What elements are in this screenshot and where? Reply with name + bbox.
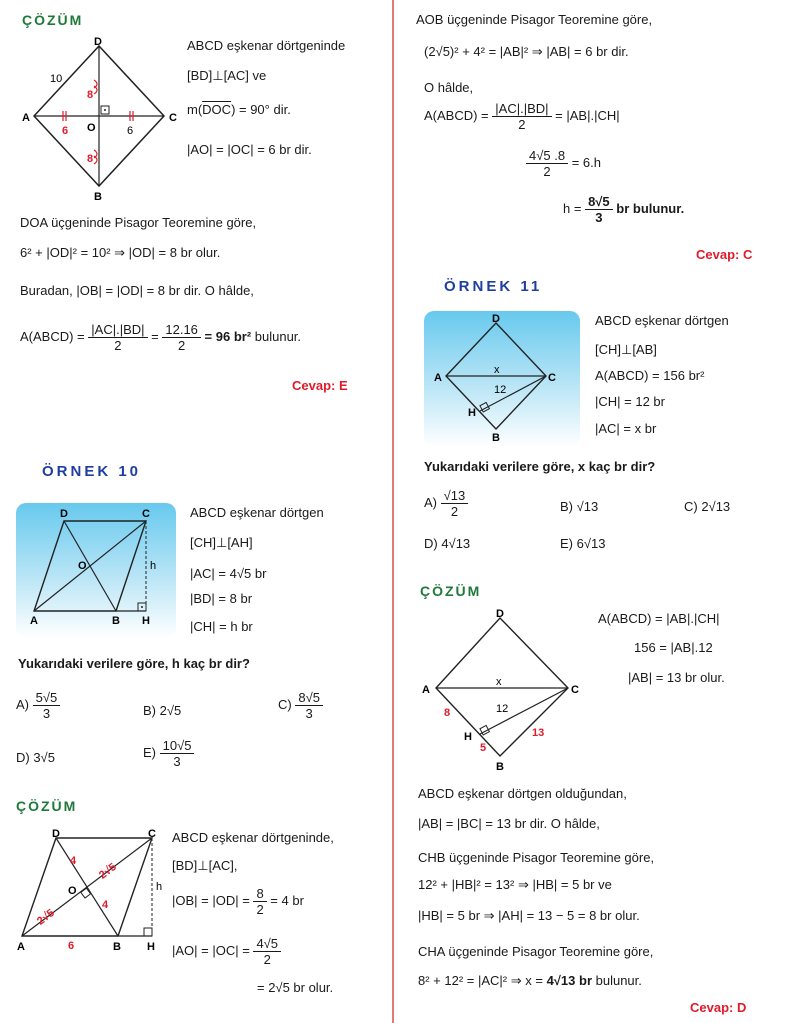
- sol11-text-6: CHA üçgeninde Pisagor Teoremine göre,: [418, 944, 654, 959]
- fig5-bc: 13: [532, 727, 545, 739]
- sol11-formula-3: |AB| = 13 br olur.: [628, 670, 725, 685]
- ornek11-question: Yukarıdaki verilere göre, x kaç br dir?: [424, 459, 656, 474]
- fig1-ao: 6: [62, 125, 69, 137]
- rhombus-figure-1: [14, 36, 184, 202]
- sol11-answer: Cevap: D: [690, 1000, 747, 1015]
- ornek10-given-3: |AC| = 4√5 br: [190, 566, 267, 581]
- fig4-label-d: D: [492, 313, 500, 325]
- fig1-label-c: C: [169, 112, 177, 124]
- sol10-answer: Cevap: C: [696, 247, 753, 262]
- sol1-text-7: Buradan, |OB| = |OD| = 8 br dir. O hâlde,: [20, 283, 254, 298]
- sol10-cont-area: A(ABCD) = $\frac{|AC|.|BD|}{2}$ = |AB|.|CH|: [424, 101, 620, 132]
- fig3-label-h: H: [147, 941, 155, 953]
- fig5-label-c: C: [571, 684, 579, 696]
- ornek10-given-4: |BD| = 8 br: [190, 591, 253, 606]
- fig2-label-b: B: [112, 615, 120, 627]
- fig3-label-a: A: [17, 941, 25, 953]
- fig2-label-h: H: [142, 615, 150, 627]
- ornek11-given-4: |CH| = 12 br: [595, 394, 665, 409]
- fig1-label-d: D: [94, 36, 102, 48]
- fig4-label-c: C: [548, 372, 556, 384]
- fig3-ob: 4: [102, 899, 109, 911]
- sol1-answer: Cevap: E: [292, 378, 348, 393]
- fig1-label-b: B: [94, 191, 102, 202]
- sol1-text-3: $m(\overline{DOC}) = 90^\circ$ dir.: [187, 102, 291, 117]
- ornek10-question: Yukarıdaki verilere göre, h kaç br dir?: [18, 656, 250, 671]
- sol1-text-1: ABCD eşkenar dörtgeninde: [187, 38, 346, 53]
- sol10-text-5: = 2√5 br olur.: [257, 980, 334, 995]
- ornek11-title: ÖRNEK 11: [444, 278, 543, 295]
- sol1-text-5: DOA üçgeninde Pisagor Teoremine göre,: [20, 215, 257, 230]
- sol1-text-2: [BD]⊥[AC] ve: [187, 68, 267, 83]
- sol11-text-3: CHB üçgeninde Pisagor Teoremine göre,: [418, 850, 655, 865]
- sol11-text-1: ABCD eşkenar dörtgen olduğundan,: [418, 786, 627, 801]
- fig3-label-o: O: [68, 885, 77, 897]
- ornek11-given-3: A(ABCD) = 156 br²: [595, 368, 705, 383]
- fig3-label-c: C: [148, 828, 156, 840]
- sol10-cont-text-3: O hâlde,: [424, 80, 474, 95]
- fig4-label-h: H: [468, 407, 476, 419]
- fig5-label-x: x: [496, 676, 502, 688]
- fig5-hb: 5: [480, 742, 487, 754]
- column-divider: [392, 0, 394, 1023]
- fig1-ob: 8: [87, 153, 94, 165]
- fig4-label-a: A: [434, 372, 442, 384]
- fig3-ao: 2√5: [35, 907, 57, 928]
- ornek11-given-2: [CH]⊥[AB]: [595, 342, 657, 357]
- fig3-ab: 6: [68, 940, 75, 952]
- sol11-text-2: |AB| = |BC| = 13 br dir. O hâlde,: [418, 816, 600, 831]
- fig2-label-d: D: [60, 508, 68, 520]
- ornek10-option-e[interactable]: E) $\frac{10√5}{3}$: [143, 738, 194, 769]
- fig5-ah: 8: [444, 707, 451, 719]
- fig5-label-b: B: [496, 761, 504, 773]
- ornek10-option-c[interactable]: C) $\frac{8√5}{3}$: [278, 690, 323, 721]
- fig1-label-a: A: [22, 112, 30, 124]
- sol10-text-3: |OB| = |OD| = $\frac{8}{2}$ = 4 br: [172, 886, 304, 917]
- sol1-text-6: 6² + |OD|² = 10² ⇒ |OD| = 8 br olur.: [20, 245, 221, 260]
- sol10-text-2: [BD]⊥[AC],: [172, 858, 238, 873]
- fig2-label-h-height: h: [150, 560, 157, 572]
- fig5-label-ch: 12: [496, 703, 509, 715]
- sol1-text-4: |AO| = |OC| = 6 br dir.: [187, 142, 312, 157]
- fig1-oc: 6: [127, 125, 134, 137]
- ornek10-figure: [16, 503, 176, 638]
- cozum-heading-1: ÇÖZÜM: [22, 12, 84, 28]
- ornek10-option-b[interactable]: B) 2√5: [143, 703, 182, 718]
- ornek10-title: ÖRNEK 10: [42, 463, 142, 480]
- fig1-label-o: O: [87, 122, 96, 134]
- fig5-label-d: D: [496, 608, 504, 620]
- fig2-label-o: O: [78, 560, 87, 572]
- sol10-cont-text-1: AOB üçgeninde Pisagor Teoremine göre,: [416, 12, 653, 27]
- ornek11-option-c[interactable]: C) 2√13: [684, 499, 731, 514]
- sol11-figure: [418, 606, 588, 776]
- cozum-heading-3: ÇÖZÜM: [420, 583, 482, 599]
- sol10-text-4: |AO| = |OC| = $\frac{4√5}{2}$: [172, 936, 281, 967]
- fig1-side-length: 10: [50, 73, 63, 85]
- sol11-formula-1: A(ABCD) = |AB|.|CH|: [598, 611, 720, 626]
- sol10-cont-text-2: (2√5)² + 4² = |AB|² ⇒ |AB| = 6 br dir.: [424, 44, 629, 59]
- fig4-label-b: B: [492, 432, 500, 444]
- ornek11-given-5: |AC| = x br: [595, 421, 657, 436]
- sol11-formula-2: 156 = |AB|.12: [634, 640, 713, 655]
- ornek10-given-5: |CH| = h br: [190, 619, 253, 634]
- fig3-label-d: D: [52, 828, 60, 840]
- sol10-cont-h: h = $\frac{8√5}{3}$ br bulunur.: [563, 194, 685, 225]
- ornek10-option-a[interactable]: A) $\frac{5√5}{3}$: [16, 690, 60, 721]
- fig3-od: 4: [70, 855, 77, 867]
- ornek11-option-a[interactable]: A) $\frac{√13}{2}$: [424, 488, 468, 519]
- ornek10-option-d[interactable]: D) 3√5: [16, 750, 55, 765]
- fig2-label-a: A: [30, 615, 38, 627]
- ornek10-given-1: ABCD eşkenar dörtgen: [190, 505, 324, 520]
- fig1-od: 8: [87, 89, 94, 101]
- fig3-oc: 2√5: [97, 861, 119, 882]
- fig3-label-b: B: [113, 941, 121, 953]
- fig5-label-a: A: [422, 684, 430, 696]
- fig2-label-c: C: [142, 508, 150, 520]
- sol10-figure: [12, 826, 172, 956]
- sol10-cont-eq: $\frac{4√5 .8}{2}$ = 6.h: [526, 148, 601, 179]
- sol11-text-4: 12² + |HB|² = 13² ⇒ |HB| = 5 br ve: [418, 877, 612, 892]
- sol11-text-7: 8² + 12² = |AC|² ⇒ x = 4√13 br bulunur.: [418, 973, 642, 988]
- fig5-label-h: H: [464, 731, 472, 743]
- sol11-text-5: |HB| = 5 br ⇒ |AH| = 13 − 5 = 8 br olur.: [418, 908, 640, 923]
- ornek11-given-1: ABCD eşkenar dörtgen: [595, 313, 729, 328]
- ornek11-figure: [424, 311, 580, 447]
- sol10-text-1: ABCD eşkenar dörtgeninde,: [172, 830, 334, 845]
- fig4-label-ch: 12: [494, 384, 507, 396]
- fig3-label-h-height: h: [156, 881, 163, 893]
- fig4-label-x: x: [494, 364, 500, 376]
- ornek11-option-b[interactable]: B) √13: [560, 499, 599, 514]
- sol1-area-formula: A(ABCD) = $\frac{|AC|.|BD|}{2}$ = $\frac{12.16}{2}$ = 96 br² bulunur.: [20, 322, 302, 353]
- ornek11-option-e[interactable]: E) 6√13: [560, 536, 606, 551]
- cozum-heading-2: ÇÖZÜM: [16, 798, 78, 814]
- ornek10-given-2: [CH]⊥[AH]: [190, 535, 253, 550]
- ornek11-option-d[interactable]: D) 4√13: [424, 536, 471, 551]
